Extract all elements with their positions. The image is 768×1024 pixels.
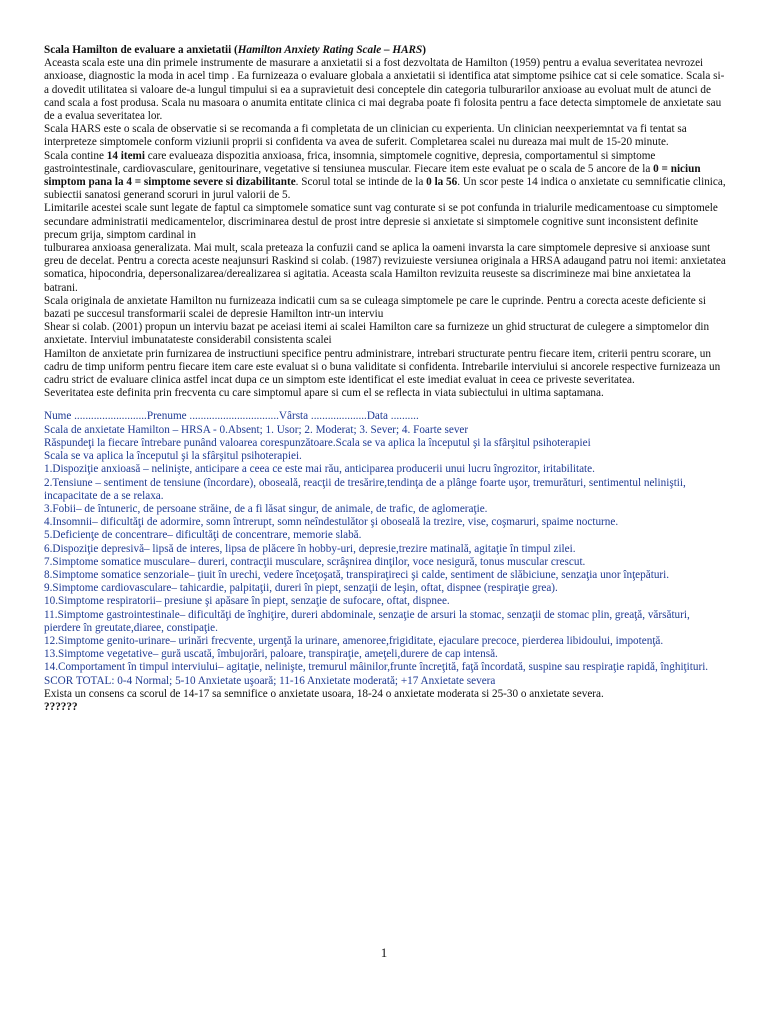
list-item: 2.Tensiune – sentiment de tensiune (încordare), oboseală, reacţii de tresărire,tendinţa de a plânge foarte uşor, tremurături, sentimentul neliniştii, incapacitate de a se relaxa. bbox=[44, 476, 686, 502]
list-item: 3.Fobii– de întuneric, de persoane străine, de a fi lăsat singur, de animale, de trafic, de aglomeraţie. bbox=[44, 502, 488, 515]
scale-line: Scala de anxietate Hamilton – HRSA - 0.Absent; 1. Usor; 2. Moderat; 3. Sever; 4. Foarte sever bbox=[44, 423, 469, 436]
question-marks: ?????? bbox=[44, 700, 78, 713]
list-item: 14.Comportament în timpul interviului– agitaţie, nelinişte, tremurul mâinilor,frunte încreţită, faţă încordată, suspine sau respiraţie rapidă, înghiţituri. bbox=[44, 661, 709, 674]
list-item: 1.Dispoziţie anxioasă – nelinişte, anticipare a ceea ce este mai rău, anticiparea producerii unui lucru îngrozitor, iritabilitate. bbox=[44, 463, 595, 476]
paragraph-8: Hamilton de anxietate prin furnizarea de instructiuni specifice pentru administrare, intrebari structurate pentru fiecare item, criterii pentru scorare, un cadru de timp uniform pentru fiecare item care este evaluat si o buna validitate si confidenta. Intrebarile interviului si ancorele respective furnizeaza un cadru strict de evaluare clinica astfel incat dupa ce un simptom este identificat el este imediat evaluat in ceea ce priveste severitatea. bbox=[44, 347, 721, 387]
list-item: 5.Deficienţe de concentrare– dificultăţi de concentrare, memorie slabă. bbox=[44, 529, 362, 542]
items-list bbox=[44, 463, 726, 674]
title-main: Scala Hamilton de evaluare a anxietatii ( bbox=[44, 44, 238, 56]
score-range: 0 la 56 bbox=[426, 176, 458, 189]
paragraph-3 bbox=[44, 150, 726, 203]
title-italic: Hamilton Anxiety Rating Scale – HARS bbox=[237, 44, 423, 56]
document-page bbox=[44, 44, 726, 714]
paragraph-1: Aceasta scala este una din primele instrumente de masurare a anxietatii si a fost dezvoltata de Hamilton (1959) pentru a evalua severitatea nevrozei anxioase, diagnostic la moda in acel timp . Ea furnizeaza o evaluare globala a anxietatii si identifica atat simptome psihice cat si cele somatice. Scala si-a dovedit utilitatea si valoare de-a lungul timpului si ea a supravietuit desi conceptele din categoria tulburarilor anxioase au evoluat mult de atunci de cand scala a fost produsa. Scala nu masoara o anumita entitate clinica ci mai degraba poate fi folosita pentru a face detecta simptomele de anxietate sau de a evalua severitatea lor. bbox=[44, 57, 725, 123]
document-title bbox=[44, 44, 726, 57]
paragraph-6: Scala originala de anxietate Hamilton nu furnizeaza indicatii cum sa se culeaga simptomele pe care le cuprinde. Pentru a corecta aceste deficiente si bazati pe succesul transformarii scalei de depresie Hamilton intr-un interviu bbox=[44, 294, 706, 321]
paragraph-4: Limitarile acestei scale sunt legate de faptul ca simptomele somatice sunt vag conturate si se pot confunda in trialurile medicamentoase cu simptomele secundare administratii medicamentelor, discriminarea destul de prost intre depresie si anxietate si simptomele cognitive sunt inconsistent definite precum grija, simptom cardinal in bbox=[44, 202, 718, 241]
instructions-repeat: Scala se va aplica la începutul şi la sfârşitul psihoterapiei. bbox=[44, 450, 302, 463]
list-item: 10.Simptome respiratorii– presiune şi apăsare în piept, senzaţie de sufocare, oftat, dispnee. bbox=[44, 595, 450, 608]
page-number: 1 bbox=[380, 945, 388, 960]
scale-anchors: 0 = niciun simptom pana la 4 = simptome severe si dizabilitante bbox=[44, 162, 701, 189]
instructions: Răspundeţi la fiecare întrebare punând valoarea corespunzătoare.Scala se va aplica la începutul şi la sfârşitul psihoterapiei bbox=[44, 436, 591, 449]
spacer bbox=[44, 400, 726, 410]
para3-g: . Un scor peste 14 indica o anxietate cu semnificatie clinica, subiectii sanatosi generand scoruri in jurul valorii de 5. bbox=[44, 176, 726, 202]
list-item: 7.Simptome somatice musculare– dureri, contracţii musculare, scrâşnirea dinţilor, voce nesigură, tonus muscular crescut. bbox=[44, 555, 586, 568]
list-item: 8.Simptome somatice senzoriale– ţiuit în urechi, vedere înceţoşată, transpiraţireci şi calde, sentiment de slăbiciune, senzaţia unor înţepături. bbox=[44, 568, 670, 581]
paragraph-2: Scala HARS este o scala de observatie si se recomanda a fi completata de un clinician cu experienta. Un clinician neexperiemntat va fi tentat sa interpreteze simptomele conform viziunii proprii si confidenta va avea de suferit. Completarea scalei nu dureaza mai mult de 15-20 minute. bbox=[44, 123, 687, 149]
consensus-note: Exista un consens ca scorul de 14-17 sa semnifice o anxietate usoara, 18-24 o anxietate moderata si 25-30 o anxietate severa. bbox=[44, 687, 604, 700]
item-count: 14 itemi bbox=[106, 149, 145, 162]
para3-a: Scala contine bbox=[44, 149, 107, 162]
score-total: SCOR TOTAL: 0-4 Normal; 5-10 Anxietate uşoară; 11-16 Anxietate moderată; +17 Anxietate severa bbox=[44, 674, 496, 687]
list-item: 9.Simptome cardiovasculare– tahicardie, palpitaţii, dureri în piept, senzaţii de leşin, oftat, dispnee (respiraţie grea). bbox=[44, 582, 558, 595]
paragraph-5: tulburarea anxioasa generalizata. Mai mult, scala preteaza la confuzii cand se aplica la oameni invarsta la care simptomele depresive si anxioase sunt greu de decelat. Pentru a corecta aceste neajunsuri Raskind si colab. (1987) revizuieste versiunea originala a HRSA adaugand patru noi itemi: anxietatea somatica, hipocondria, depersonalizarea/derealizarea si agitatia. Aceasta scala Hamilton revizuita reuseste sa discrimineze mai bine anxietatea la batrani. bbox=[44, 242, 726, 294]
list-item: 11.Simptome gastrointestinale– dificultăţi de înghiţire, dureri abdominale, senzaţie de arsuri la stomac, senzaţii de stomac plin, greaţă, vărsături, pierdere în greutate,diaree, constipaţie. bbox=[44, 608, 690, 634]
title-end: ) bbox=[422, 44, 426, 56]
list-item: 12.Simptome genito-urinare– urinări frecvente, urgenţă la urinare, amenoree,frigiditate, ejaculare precoce, pierderea libidoului, impotenţă. bbox=[44, 634, 664, 647]
para3-c: care evalueaza dispozitia anxioasa, frica, insomnia, simptomele cognitive, depresia, comportamentul si simptome gastrointestinale, cardiovasculare, genitourinare, vegetative si tensiunea muscular. Fiecare item este evaluat pe o scala de 5 ancore de la bbox=[44, 149, 656, 175]
list-item: 6.Dispoziţie depresivă– lipsă de interes, lipsa de plăcere în hobby-uri, depresie,trezire matinală, agitaţie în timpul zilei. bbox=[44, 542, 576, 555]
list-item: 4.Insomnii– dificultăţi de adormire, somn întrerupt, somn neîndestulător şi oboseală la trezire, vise, coşmaruri, spaime nocturne. bbox=[44, 516, 619, 529]
paragraph-7: Shear si colab. (2001) propun un interviu bazat pe aceiasi itemi ai scalei Hamilton care sa furnizeze un ghid structurat de culegere a simptomelor din anxietate. Interviul imbunatateste considerabil consistenta scalei bbox=[44, 321, 710, 347]
paragraph-9: Severitatea este definita prin frecventa cu care simptomul apare si cum el se reflecta in viata subiectului in ultima saptamana. bbox=[44, 387, 604, 400]
list-item: 13.Simptome vegetative– gură uscată, îmbujorări, paloare, transpiraţie, ameţeli,durere de cap intensă. bbox=[44, 648, 498, 661]
para3-e: . Scorul total se intinde de la bbox=[295, 176, 427, 189]
form-header: Nume ..........................Prenume ................................Vârsta ....................Data .......... bbox=[44, 410, 419, 423]
